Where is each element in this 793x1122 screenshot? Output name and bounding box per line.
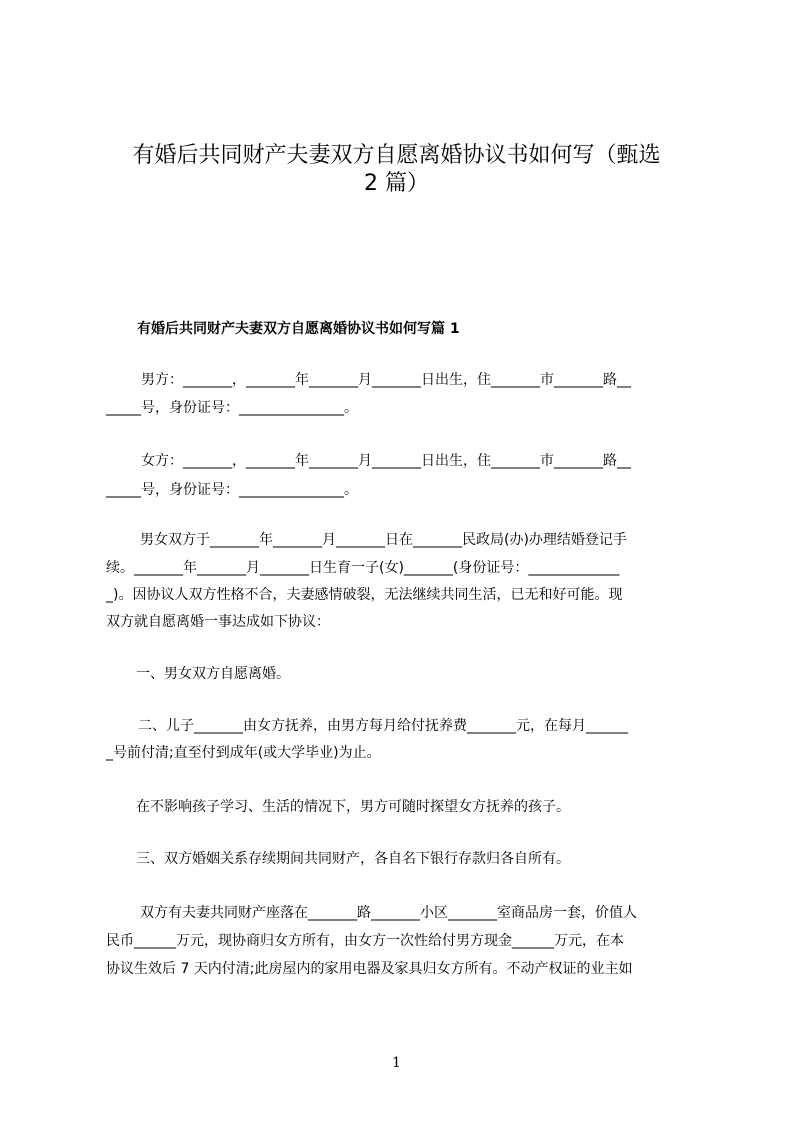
paragraph-line: _)。因协议人双方性格不合，夫妻感情破裂，无法继续共同生活，已无和好可能。现 (106, 587, 623, 603)
paragraph-line: 双方有夫妻共同财产座落在_______路_______小区_______室商品房一套，价值人 (140, 905, 637, 921)
paragraph-line: 协议生效后 7 天内付清;此房屋内的家用电器及家具归女方所有。不动产权证的业主如 (106, 961, 633, 977)
paragraph-line: 三、双方婚姻关系存续期间共同财产，各自名下银行存款归各自所有。 (136, 851, 570, 867)
paragraph-line: 男女双方于_______年_______月_______日在_______民政局(办)办理结婚登记手 (140, 532, 627, 548)
paragraph-line: 双方就自愿离婚一事达成如下协议： (106, 614, 330, 630)
paragraph-line: _____号，身份证号：_______________。 (106, 482, 358, 498)
paragraph-line: 在不影响孩子学习、生活的情况下，男方可随时探望女方抚养的孩子。 (136, 799, 570, 815)
section-title: 有婚后共同财产夫妻双方自愿离婚协议书如何写篇 1 (137, 321, 460, 337)
document-title-line-2: 2 篇） (364, 171, 429, 196)
paragraph-line: _____号，身份证号：_______________。 (106, 400, 358, 416)
paragraph-line: 续。_______年_______月_______日生育一子(女)_______(身份证号：_____________ (106, 560, 620, 576)
paragraph-line: 一、男女双方自愿离婚。 (136, 666, 290, 682)
document-title (100, 142, 693, 198)
paragraph-line: 二、儿子_______由女方抚养，由男方每月给付抚养费_______元，在每月______ (138, 718, 628, 734)
document-title-line-1: 有婚后共同财产夫妻双方自愿离婚协议书如何写（甄选 (132, 143, 661, 168)
paragraph-line: 民币______万元，现协商归女方所有，由女方一次性给付男方现金______万元，在本 (106, 933, 624, 949)
paragraph-line: _号前付清;直至付到成年(或大学毕业)为止。 (106, 745, 381, 761)
paragraph-line: 男方：_______，_______年_______月_______日出生，住_______市_______路__ (141, 372, 631, 388)
paragraph-line: 女方：_______，_______年_______月_______日出生，住_______市_______路__ (141, 453, 631, 469)
page-number: 1 (392, 1055, 401, 1071)
